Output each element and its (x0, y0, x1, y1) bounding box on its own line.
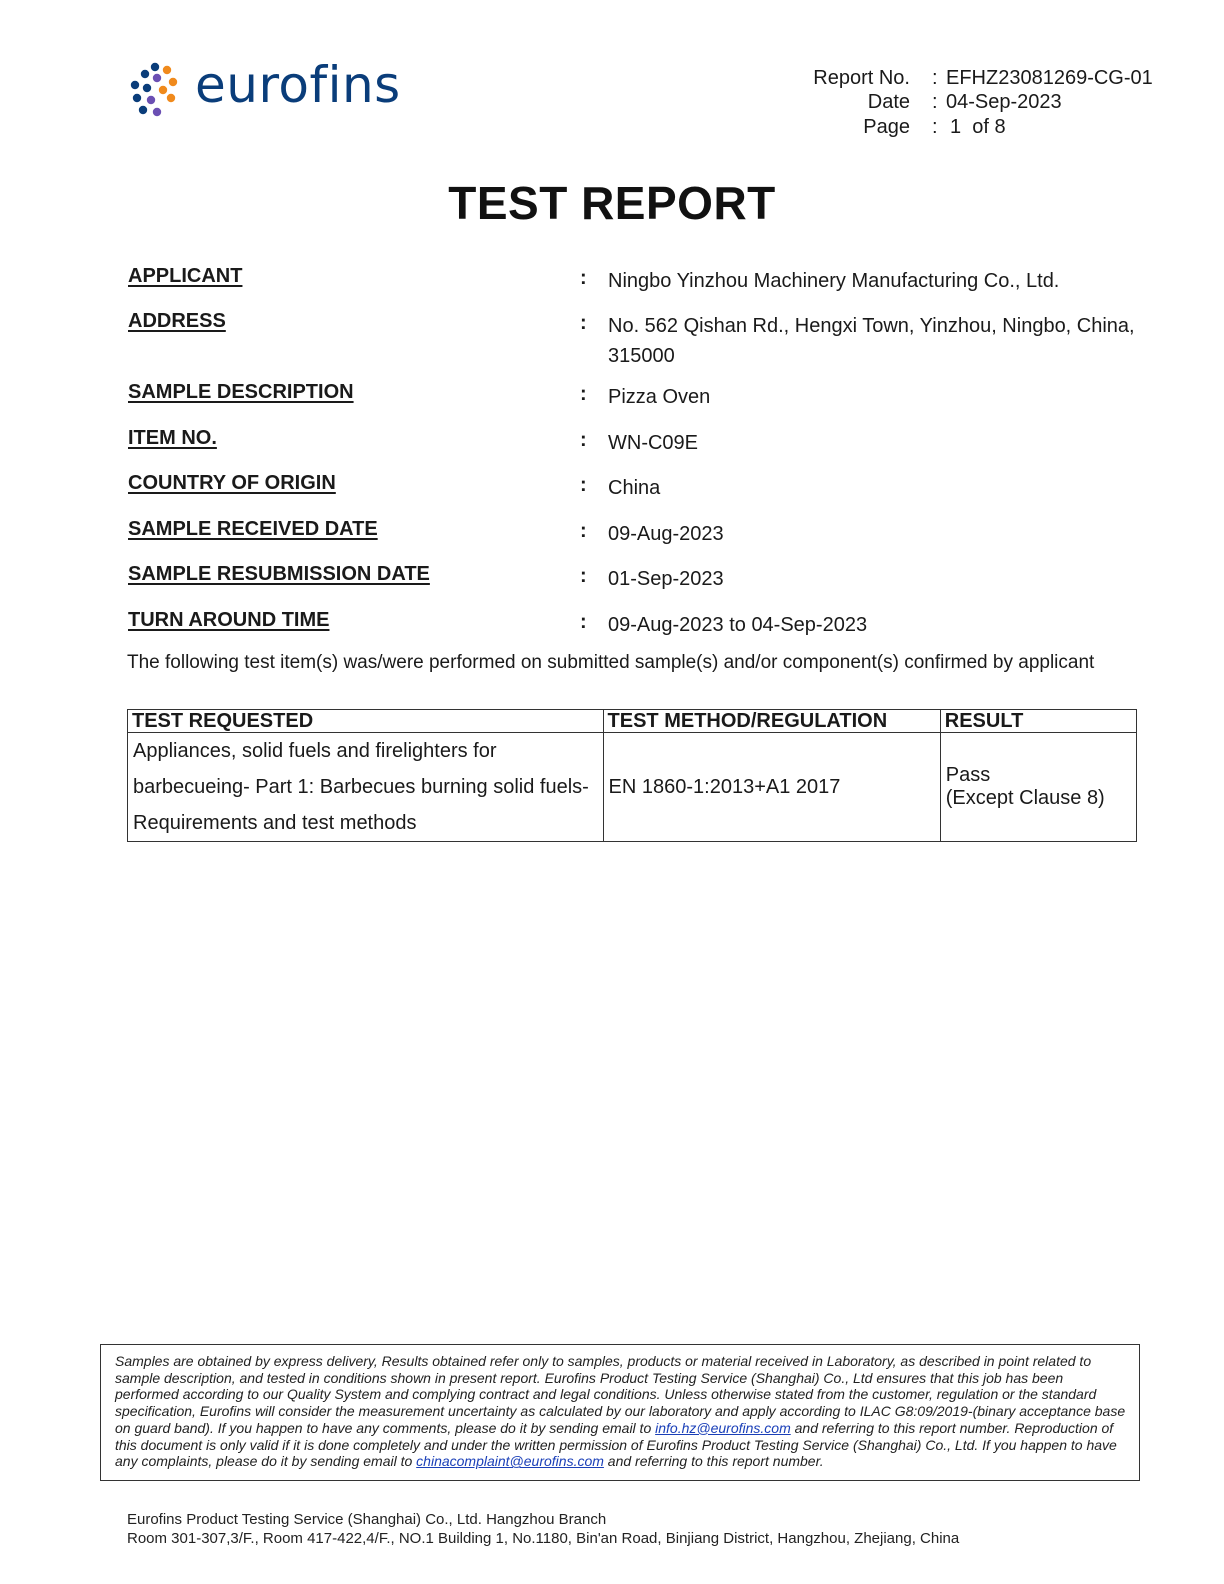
date-value: 04-Sep-2023 (946, 91, 1062, 113)
field-value: Pizza Oven (608, 386, 711, 408)
field-label: SAMPLE DESCRIPTION (128, 381, 354, 403)
disclaimer-part-3: and referring to this report number. (603, 1453, 824, 1470)
colon: : (932, 116, 938, 138)
field-value: No. 562 Qishan Rd., Hengxi Town, Yinzhou, Ningbo, China, 315000 (608, 315, 1135, 367)
colon: : (580, 611, 587, 633)
disclaimer-box (100, 1344, 1140, 1481)
header-result: RESULT (940, 710, 1136, 733)
disclaimer-text (115, 1353, 1127, 1470)
colon: : (932, 91, 938, 113)
disclaimer-part-2: and referring to this report number. Reproduction of this document is only valid if it is done completely and under the written permission of Eurofins Product Testing Service (Shanghai) Co., Ltd. If you happen to have any complaints, please do it by sending email to (115, 1419, 1117, 1470)
result-status: Pass (945, 764, 991, 786)
cell-test-method: EN 1860-1:2013+A1 2017 (603, 733, 940, 842)
header-test-requested: TEST REQUESTED (128, 710, 604, 733)
cell-result (940, 733, 1136, 842)
footer (127, 1511, 959, 1548)
field-label: SAMPLE RESUBMISSION DATE (128, 563, 430, 585)
eurofins-logo (127, 56, 407, 120)
table-row (128, 733, 1137, 842)
colon: : (580, 520, 587, 542)
field-label: ADDRESS (128, 310, 226, 332)
field-label: APPLICANT (128, 265, 243, 287)
colon: : (580, 565, 587, 587)
disclaimer-part-1: Samples are obtained by express delivery, Results obtained refer only to samples, products or material received in Laboratory, as described in point related to sample description, and tested in conditions shown in present report. Eurofins Product Testing Service (Shanghai) Co., Ltd ensures that this job has been performed according to our Quality System and complying contract and legal conditions. Unless otherwise stated from the customer, regulation or the standard specification, Eurofins will consider the measurement uncertainty as calculated by our laboratory and apply according to ILAC G8:09/2019-(binary acceptance base on guard band). If you happen to have any comments, please do it by sending email to (115, 1353, 1126, 1436)
field-value: 01-Sep-2023 (608, 568, 724, 590)
brand-name: eurofins (195, 56, 401, 114)
field-value: 09-Aug-2023 (608, 523, 724, 545)
field-label: COUNTRY OF ORIGIN (128, 472, 336, 494)
complaint-email-link[interactable]: chinacomplaint@eurofins.com (416, 1453, 604, 1470)
intro-text: The following test item(s) was/were performed on submitted sample(s) and/or component(s) confirmed by applicant (127, 652, 1095, 673)
colon: : (932, 67, 938, 89)
colon: : (580, 429, 587, 451)
cell-test-requested: Appliances, solid fuels and firelighters for barbecueing- Part 1: Barbecues burning solid fuels-Requirements and test methods (128, 733, 604, 842)
colon: : (580, 383, 587, 405)
result-note: (Except Clause 8) (945, 787, 1105, 809)
page-value: 1 of 8 (950, 116, 1006, 138)
page-label: Page (863, 116, 910, 138)
field-value: Ningbo Yinzhou Machinery Manufacturing Co., Ltd. (608, 270, 1060, 292)
page-title: TEST REPORT (448, 177, 776, 229)
report-no-value: EFHZ23081269-CG-01 (946, 67, 1153, 89)
test-results-table (127, 709, 1137, 842)
field-value: 09-Aug-2023 to 04-Sep-2023 (608, 614, 868, 636)
info-email-link[interactable]: info.hz@eurofins.com (655, 1419, 791, 1436)
table-header-row (128, 710, 1137, 733)
field-value: China (608, 477, 661, 499)
colon: : (580, 474, 587, 496)
date-label: Date (867, 91, 910, 113)
field-label: TURN AROUND TIME (128, 609, 330, 631)
header-test-method: TEST METHOD/REGULATION (603, 710, 940, 733)
footer-company: Eurofins Product Testing Service (Shanghai) Co., Ltd. Hangzhou Branch (127, 1511, 607, 1528)
footer-address: Room 301-307,3/F., Room 417-422,4/F., NO.1 Building 1, No.1180, Bin'an Road, Binjiang District, Hangzhou, Zhejiang, China (127, 1529, 960, 1547)
field-label: SAMPLE RECEIVED DATE (128, 518, 378, 540)
report-no-label: Report No. (813, 67, 910, 89)
field-label: ITEM NO. (128, 427, 217, 449)
field-value: WN-C09E (608, 432, 699, 454)
colon: : (580, 312, 587, 334)
colon: : (580, 267, 587, 289)
eurofins-dots-icon (127, 60, 187, 120)
